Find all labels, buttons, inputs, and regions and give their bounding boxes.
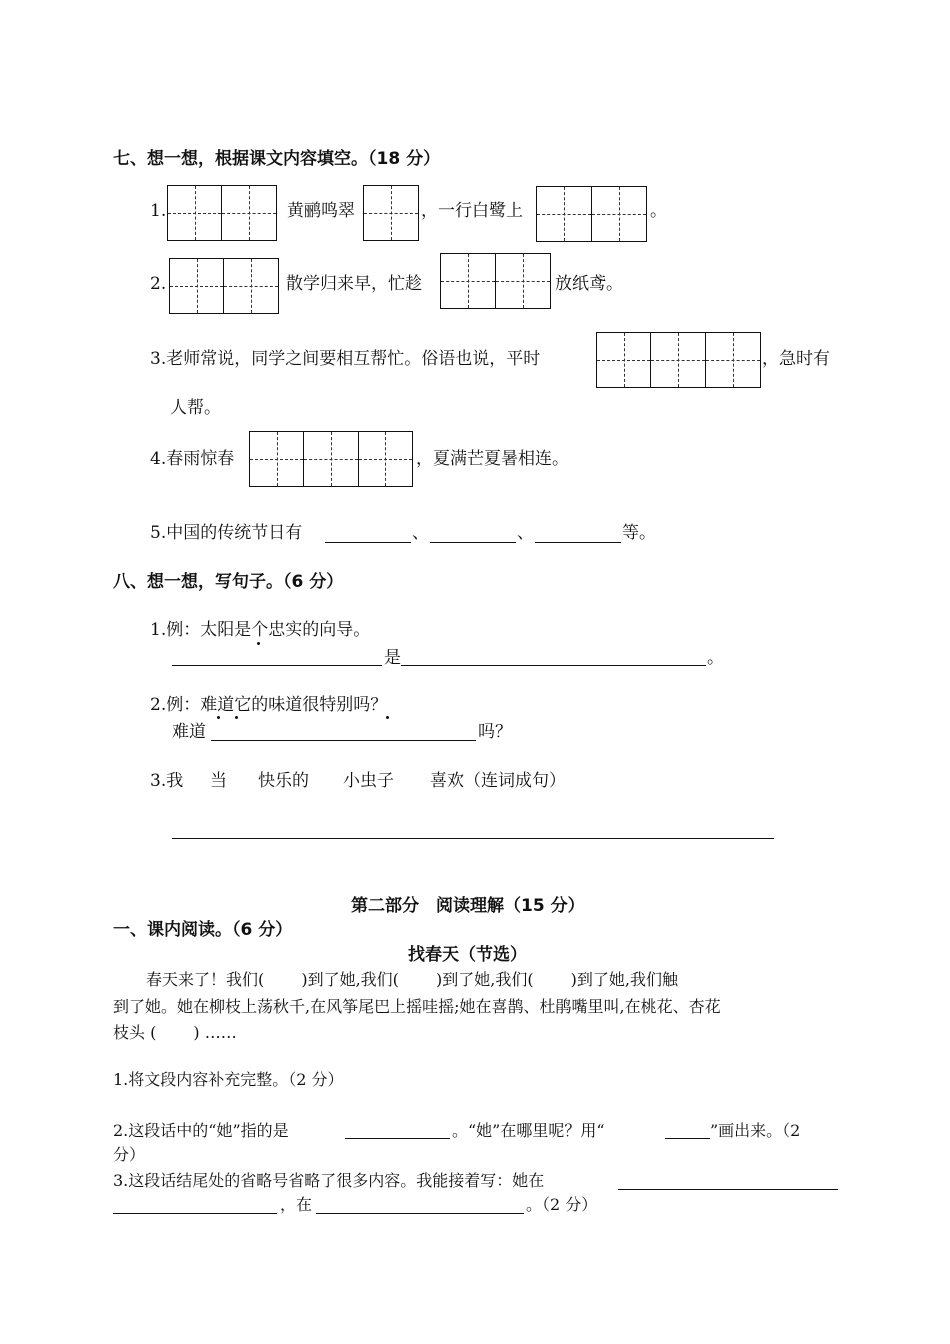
q2-writing-grid-1[interactable] [169,258,279,314]
p2-q2-blank-1[interactable] [345,1138,450,1139]
q3-line2: 人帮。 [170,398,221,418]
p2-q3-blank-2[interactable] [113,1213,277,1214]
passage-title: 找春天（节选） [408,945,527,965]
passage-line-2: 到了她。她在柳枝上荡秋千,在风筝尾巴上摇哇摇;她在喜鹊、杜鹃嘴里叫,在桃花、杏花 [113,997,721,1016]
s8-q3-number: 3.我 [150,771,184,791]
p2-q2-part-a: 2.这段话中的“她”指的是 [113,1121,289,1140]
s8-q3-word-2: 快乐的 [258,771,309,791]
q3-text: 3.老师常说，同学之间要相互帮忙。俗语也说，平时 [150,349,541,369]
emphasis-dot [386,716,389,719]
p2-q3-blank-1[interactable] [618,1189,838,1190]
s8-q3-word-3: 小虫子 [343,771,394,791]
s8-q1-blank-2[interactable] [401,665,706,666]
q4-text: 4.春雨惊春 [150,449,235,469]
q1-writing-grid-2[interactable] [363,185,419,241]
q1-text-1: 黄鹂鸣翠 [287,201,355,221]
passage-line-3: 枝头 ( ) …… [113,1023,237,1042]
q2-end: 放纸鸢。 [555,274,623,294]
q5-blank-2[interactable] [430,542,516,543]
p2-q2-part-b: 。“她”在哪里呢？用“ [452,1121,605,1140]
q2-number: 2. [150,274,167,294]
q5-blank-3[interactable] [535,542,621,543]
emphasis-dot [235,716,238,719]
s8-q3-word-1: 当 [210,771,227,791]
emphasis-dot [257,642,260,645]
q2-writing-grid-2[interactable] [440,253,551,309]
s8-q1-blank-1[interactable] [172,665,382,666]
q1-text-2: ，一行白鹭上 [421,201,523,221]
q1-writing-grid-1[interactable] [167,185,277,241]
p2-q3-part-b: ，在 [280,1195,313,1214]
s8-q1-end: 。 [707,648,724,668]
q5-sep-1: 、 [412,523,429,543]
s8-q2-blank[interactable] [211,740,476,741]
p2-q3-blank-3[interactable] [316,1213,524,1214]
q2-text-1: 散学归来早，忙趁 [286,274,422,294]
q5-text: 5.中国的传统节日有 [150,523,303,543]
q1-number: 1. [150,201,167,221]
s8-q2-example: 2.例：难道它的味道很特别吗？ [150,695,388,715]
s8-q3-word-4: 喜欢（连词成句） [430,771,566,791]
s8-q1-example: 1.例：太阳是个忠实的向导。 [150,620,371,640]
p2-q2-part-c: ”画出来。（2 [710,1121,801,1140]
q5-sep-2: 、 [517,523,534,543]
q1-end: 。 [650,201,667,221]
q4-end: ，夏满芒夏暑相连。 [416,449,569,469]
q5-end: 等。 [622,523,656,543]
p2-q2-blank-2[interactable] [665,1138,710,1139]
q5-blank-1[interactable] [325,542,411,543]
s8-q1-mid: 是 [384,648,401,668]
q1-writing-grid-3[interactable] [536,186,647,242]
passage-line-1: 春天来了！我们( )到了她,我们( )到了她,我们( )到了她,我们触 [146,970,678,989]
s8-q3-answer-line[interactable] [172,838,774,839]
section8-title: 八、想一想，写句子。（6 分） [113,572,344,592]
part2-section1-title: 一、课内阅读。（6 分） [113,920,293,940]
q4-writing-grid[interactable] [249,431,413,487]
s8-q2-end: 吗？ [478,722,512,742]
p2-q1: 1.将文段内容补充完整。（2 分） [113,1070,344,1089]
p2-q3-part-a: 3.这段话结尾处的省略号省略了很多内容。我能接着写：她在 [113,1171,545,1190]
q3-writing-grid[interactable] [596,332,761,388]
p2-q2-part-d: 分） [113,1145,146,1164]
part2-heading: 第二部分 阅读理解（15 分） [351,896,585,916]
emphasis-dot [217,716,220,719]
s8-q2-start: 难道 [172,722,206,742]
section7-title: 七、想一想，根据课文内容填空。（18 分） [113,149,441,169]
p2-q3-part-c: 。（2 分） [526,1195,598,1214]
q3-end: ，急时有 [762,349,830,369]
